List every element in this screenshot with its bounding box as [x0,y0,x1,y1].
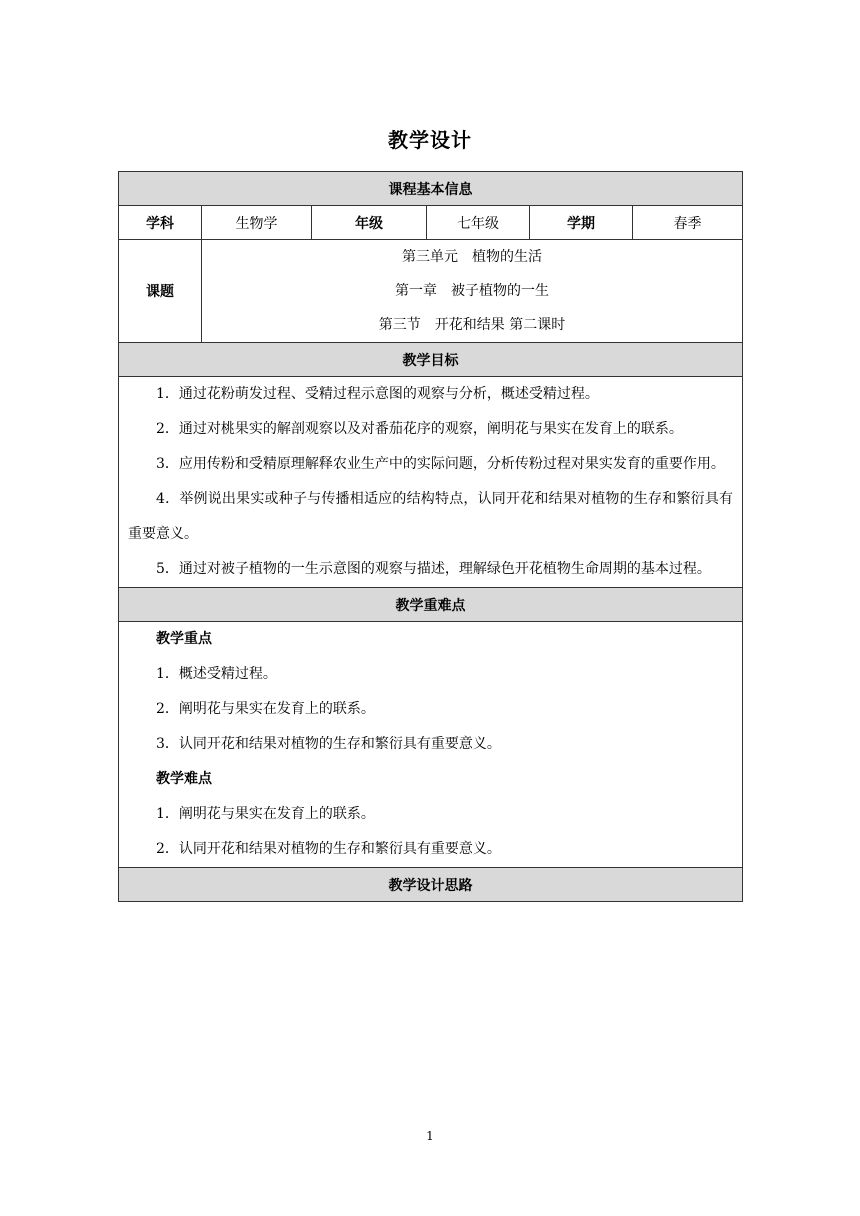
difficulty-title: 教学难点 [156,771,212,787]
objectives-body [119,377,743,588]
subject-label: 学科 [119,206,202,240]
subject-value: 生物学 [202,206,312,240]
term-label: 学期 [530,206,633,240]
focus-item: 1．概述受精过程。 [156,666,277,682]
objective-item: 4．举例说出果实或种子与传播相适应的结构特点，认同开花和结果对植物的生存和繁衍具有重要意义。 [128,491,734,542]
grade-label: 年级 [312,206,427,240]
topic-section: 第三节 开花和结果 第二课时 [378,317,566,333]
document-title: 教学设计 [388,128,472,152]
focus-item: 2．阐明花与果实在发育上的联系。 [156,701,375,717]
topic-unit: 第三单元 植物的生活 [402,249,543,265]
focus-item: 3．认同开花和结果对植物的生存和繁衍具有重要意义。 [156,736,501,752]
focus-title: 教学重点 [156,631,212,647]
key-points-body [119,622,743,868]
difficulty-item: 1．阐明花与果实在发育上的联系。 [156,806,375,822]
topic-label: 课题 [119,240,202,343]
objectives-header: 教学目标 [119,343,743,377]
grade-value: 七年级 [427,206,530,240]
design-ideas-header: 教学设计思路 [119,868,743,902]
difficulty-item: 2．认同开花和结果对植物的生存和繁衍具有重要意义。 [156,841,501,857]
term-value: 春季 [633,206,743,240]
basic-info-header: 课程基本信息 [119,172,743,206]
objective-item: 5．通过对被子植物的一生示意图的观察与描述，理解绿色开花植物生命周期的基本过程。 [156,561,711,577]
objective-item: 2．通过对桃果实的解剖观察以及对番茄花序的观察，阐明花与果实在发育上的联系。 [156,421,683,437]
topic-value [202,240,743,343]
page-number: 1 [426,1129,434,1143]
key-points-header: 教学重难点 [119,588,743,622]
objective-item: 1．通过花粉萌发过程、受精过程示意图的观察与分析，概述受精过程。 [156,386,599,402]
lesson-design-table [118,171,743,902]
objective-item: 3．应用传粉和受精原理解释农业生产中的实际问题，分析传粉过程对果实发育的重要作用。 [156,456,725,472]
topic-chapter: 第一章 被子植物的一生 [395,283,550,299]
